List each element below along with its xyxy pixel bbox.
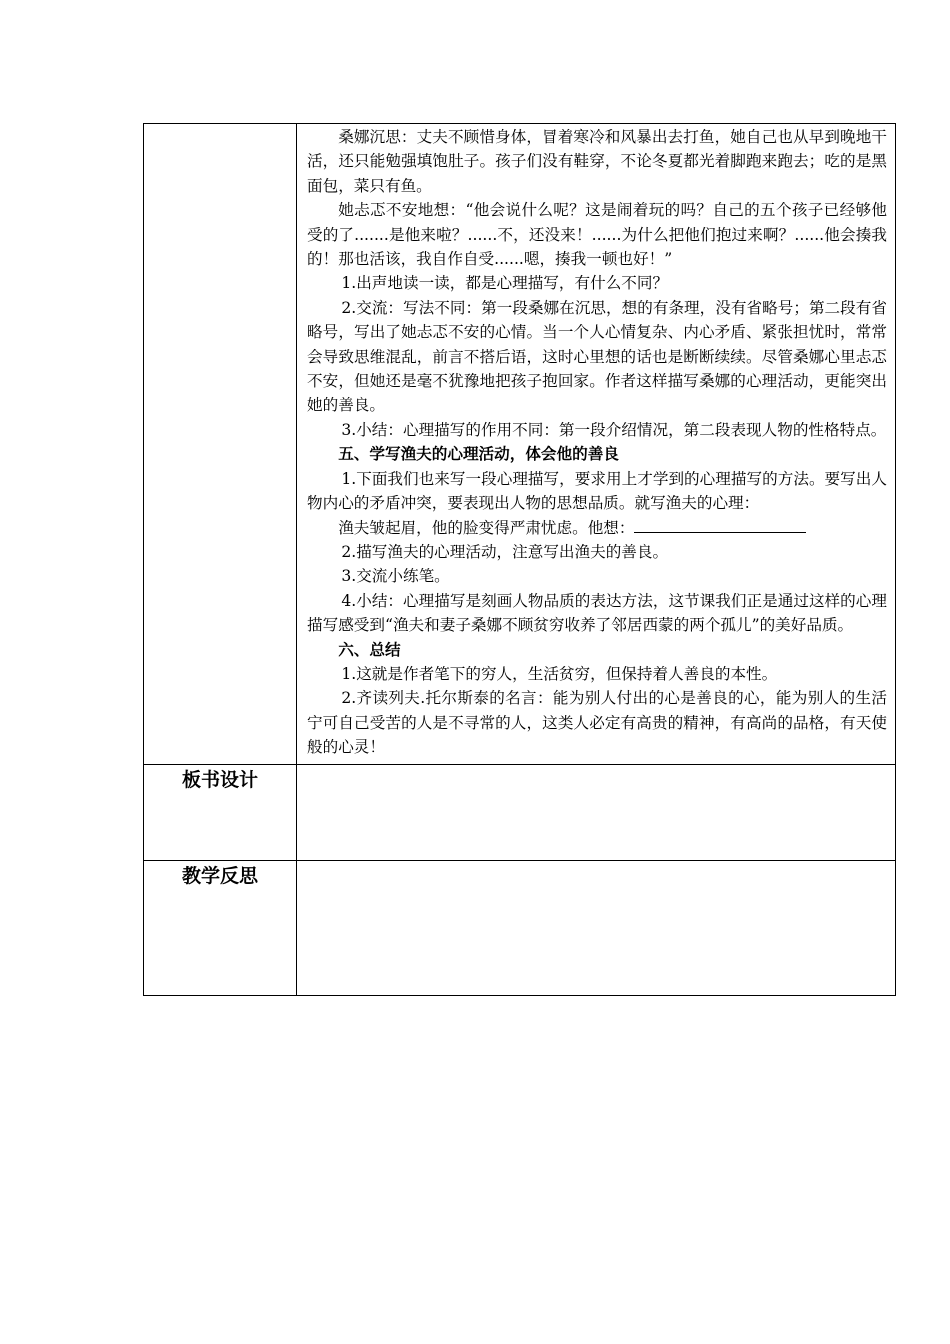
fill-in-blank-line	[634, 516, 806, 533]
lesson-content	[297, 124, 895, 764]
board-design-label: 板书设计	[144, 764, 297, 860]
discussion-paragraph: 2.交流：写法不同：第一段桑娜在沉思，想的有条理，没有省略号；第二段有省略号，写出了她忐忑不安的心情。当一个人心情复杂、内心矛盾、紧张担忧时，常常会导致思维混乱，前言不搭后语，这时心里想的话也是断断续续。尽管桑娜心里忐忑不安，但她还是毫不犹豫地把孩子抱回家。作者这样描写桑娜的心理活动，更能突出她的善良。	[307, 298, 887, 415]
paragraph-sangna-anxiety: 她忐忑不安地想：“他会说什么呢？这是闹着玩的吗？自己的五个孩子已经够他受的了.......是他来啦？......不，还没来！......为什么把他们抱过来啊？......他会揍我的！那也活该，我自作自受......嗯，揍我一顿也好！”	[307, 201, 887, 269]
content-row	[144, 124, 896, 765]
paragraph-sangna-reflection: 桑娜沉思：丈夫不顾惜身体，冒着寒冷和风暴出去打鱼，她自己也从早到晚地干活，还只能勉强填饱肚子。孩子们没有鞋穿，不论冬夏都光着脚跑来跑去；吃的是黑面包，菜只有鱼。	[307, 128, 887, 195]
teaching-reflection-row	[144, 860, 896, 995]
writing-prompt-text: 渔夫皱起眉，他的脸变得严肃忧虑。他想：	[338, 518, 635, 537]
section-six-item-2: 2.齐读列夫.托尔斯泰的名言：能为别人付出的心是善良的心，能为别人的生活宁可自己受苦的人是不寻常的人，这类人必定有高贵的精神，有高尚的品格，有天使般的心灵！	[307, 689, 887, 757]
board-design-row	[144, 764, 896, 860]
question-read-aloud: 1.出声地读一读，都是心理描写，有什么不同？	[341, 274, 669, 293]
section-six-heading: 六、总结	[338, 640, 401, 659]
section-five-item-3: 3.交流小练笔。	[341, 567, 450, 586]
content-label-cell	[144, 124, 297, 765]
section-five-item-4: 4.小结：心理描写是刻画人物品质的表达方法，这节课我们正是通过这样的心理描写感受到“渔夫和妻子桑娜不顾贫穷收养了邻居西蒙的两个孤儿”的美好品质。	[307, 591, 887, 635]
board-design-cell	[297, 764, 896, 860]
section-five-item-1: 1.下面我们也来写一段心理描写，要求用上才学到的心理描写的方法。要写出人物内心的矛盾冲突，要表现出人物的思想品质。就写渔夫的心理：	[307, 469, 887, 513]
teaching-reflection-cell	[297, 860, 896, 995]
section-six-item-1: 1.这就是作者笔下的穷人，生活贫穷，但保持着人善良的本性。	[341, 664, 778, 683]
lesson-plan-table	[143, 123, 896, 996]
writing-prompt	[307, 516, 887, 540]
section-five-heading: 五、学写渔夫的心理活动，体会他的善良	[338, 445, 619, 464]
section-five-item-2: 2.描写渔夫的心理活动，注意写出渔夫的善良。	[341, 542, 669, 561]
teaching-reflection-label: 教学反思	[144, 860, 297, 995]
content-cell	[297, 124, 896, 765]
summary-paragraph: 3.小结：心理描写的作用不同：第一段介绍情况，第二段表现人物的性格特点。	[341, 420, 887, 439]
